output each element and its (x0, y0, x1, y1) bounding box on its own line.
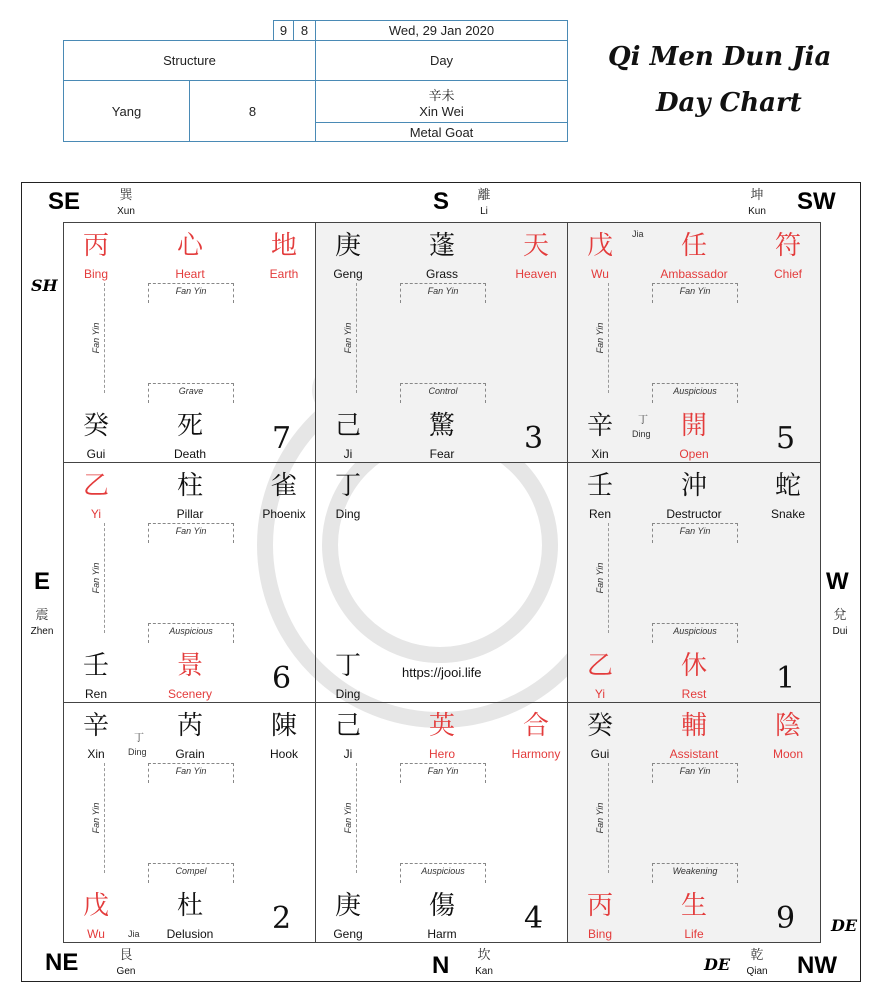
center-earth-stem: 丁 (334, 651, 361, 681)
side-tag: Fan Yin (595, 322, 605, 354)
trigram-zhen-pinyin: Zhen (30, 626, 54, 637)
heaven-stem: 辛 (82, 711, 109, 741)
palace-number: 7 (272, 421, 292, 456)
star-name: Heart (175, 267, 205, 281)
bottom-tag: Compel (148, 863, 234, 883)
side-divider (608, 523, 609, 633)
star-name: Pillar (176, 507, 204, 521)
jia-marker: Jia (632, 229, 644, 239)
earth-stem: 壬 (82, 651, 109, 681)
palace-number: 6 (272, 661, 292, 696)
heaven-stem: 壬 (586, 471, 613, 501)
heaven-stem-pinyin: Wu (591, 267, 609, 281)
heaven-stem-pinyin: Ji (343, 747, 353, 761)
deity-name: Snake (770, 507, 806, 521)
website-link: https://jooi.life (402, 665, 482, 680)
trigram-gen: 艮 (119, 948, 133, 963)
earth-stem: 癸 (82, 411, 109, 441)
trigram-kun-pinyin: Kun (748, 206, 766, 217)
hidden-stem-pinyin: Ding (632, 429, 651, 439)
side-divider (608, 763, 609, 873)
palace-number: 5 (776, 421, 796, 456)
marker-de-bottom: DE (704, 955, 731, 974)
star-name: Destructor (666, 507, 722, 521)
trigram-kan: 坎 (477, 948, 491, 963)
trigram-li: 離 (477, 188, 491, 203)
trigram-kan-pinyin: Kan (475, 966, 493, 977)
direction-n: N (432, 952, 450, 979)
star: 柱 (176, 471, 203, 501)
bottom-tag: Auspicious (148, 623, 234, 643)
star: 心 (176, 231, 203, 261)
side-divider (104, 283, 105, 393)
door: 死 (176, 411, 203, 441)
deity: 蛇 (774, 471, 801, 501)
palace-se (63, 222, 316, 463)
center-heaven-stem: 丁 (334, 471, 361, 501)
side-tag: Fan Yin (595, 562, 605, 594)
earth-stem: 庚 (334, 891, 361, 921)
header-num-b: 8 (293, 20, 316, 41)
side-tag: Fan Yin (595, 802, 605, 834)
star: 沖 (680, 471, 707, 501)
palace-center (315, 462, 568, 703)
heaven-stem: 癸 (586, 711, 613, 741)
door-name: Open (679, 447, 709, 461)
trigram-dui: 兌 (833, 608, 847, 623)
star-name: Grain (175, 747, 205, 761)
earth-stem: 乙 (586, 651, 613, 681)
deity: 符 (774, 231, 801, 261)
side-tag: Fan Yin (91, 802, 101, 834)
side-divider (608, 283, 609, 393)
direction-sw: SW (797, 188, 836, 215)
bottom-tag: Auspicious (652, 383, 738, 403)
hidden-stem-pinyin: Ding (128, 747, 147, 757)
earth-stem: 丙 (586, 891, 613, 921)
bottom-tag: Weakening (652, 863, 738, 883)
heaven-stem-pinyin: Xin (87, 747, 105, 761)
palace-number: 2 (272, 901, 292, 936)
structure-number: 8 (189, 80, 316, 142)
star: 蓬 (428, 231, 455, 261)
star-name: Hero (428, 747, 455, 761)
deity-name: Heaven (515, 267, 557, 281)
deity: 陰 (774, 711, 801, 741)
palace-ne (63, 702, 316, 943)
door: 開 (680, 411, 707, 441)
deity-name: Harmony (511, 747, 561, 761)
top-tag: Fan Yin (400, 283, 486, 303)
earth-stem: 辛 (586, 411, 613, 441)
palace-e (63, 462, 316, 703)
chart-title: Qi Men Dun Jia (608, 42, 832, 72)
heaven-stem: 己 (334, 711, 361, 741)
palace-w (567, 462, 821, 703)
deity: 天 (522, 231, 549, 261)
heaven-stem-pinyin: Yi (90, 507, 102, 521)
star: 芮 (176, 711, 203, 741)
star-name: Ambassador (660, 267, 728, 281)
direction-se: SE (48, 188, 81, 215)
star-name: Assistant (669, 747, 719, 761)
trigram-kun: 坤 (750, 188, 764, 203)
bottom-tag: Control (400, 383, 486, 403)
top-tag: Fan Yin (652, 283, 738, 303)
door-name: Delusion (166, 927, 214, 941)
earth-stem-pinyin: Ji (343, 447, 353, 461)
marker-sh: SH (31, 276, 58, 295)
deity: 陳 (270, 711, 297, 741)
pillar-pinyin: Xin Wei (419, 103, 464, 119)
side-divider (104, 523, 105, 633)
side-tag: Fan Yin (343, 322, 353, 354)
trigram-qian-pinyin: Qian (746, 966, 768, 977)
trigram-xun: 巽 (119, 188, 133, 203)
side-tag: Fan Yin (91, 322, 101, 354)
heaven-stem: 丙 (82, 231, 109, 261)
structure-label: Structure (63, 40, 316, 81)
door: 景 (176, 651, 203, 681)
marker-de-right: DE (831, 916, 858, 935)
heaven-stem: 庚 (334, 231, 361, 261)
trigram-xun-pinyin: Xun (117, 206, 135, 217)
deity: 合 (522, 711, 549, 741)
jia-marker: Jia (128, 929, 140, 939)
heaven-stem-pinyin: Ren (588, 507, 611, 521)
pillar-english: Metal Goat (315, 122, 568, 142)
deity-name: Hook (269, 747, 298, 761)
side-divider (356, 763, 357, 873)
door: 驚 (428, 411, 455, 441)
trigram-qian: 乾 (750, 948, 764, 963)
star: 英 (428, 711, 455, 741)
side-divider (356, 283, 357, 393)
top-tag: Fan Yin (652, 523, 738, 543)
palace-number: 9 (776, 901, 796, 936)
heaven-stem-pinyin: Gui (590, 747, 610, 761)
palace-nw (567, 702, 821, 943)
palace-sw (567, 222, 821, 463)
door-name: Scenery (167, 687, 213, 701)
side-tag: Fan Yin (343, 802, 353, 834)
heaven-stem-pinyin: Geng (333, 267, 363, 281)
side-divider (104, 763, 105, 873)
center-earth-stem-pinyin: Ding (335, 687, 361, 701)
pillar-cell (315, 80, 568, 123)
bottom-tag: Auspicious (652, 623, 738, 643)
earth-stem-pinyin: Xin (591, 447, 609, 461)
earth-stem-pinyin: Yi (594, 687, 606, 701)
deity: 地 (270, 231, 297, 261)
door: 杜 (176, 891, 203, 921)
star: 輔 (680, 711, 707, 741)
star-name: Grass (425, 267, 458, 281)
palace-s (315, 222, 568, 463)
side-tag: Fan Yin (91, 562, 101, 594)
direction-nw: NW (797, 952, 837, 979)
direction-w: W (826, 568, 849, 595)
direction-e: E (34, 568, 51, 595)
earth-stem-pinyin: Gui (86, 447, 106, 461)
door: 休 (680, 651, 707, 681)
trigram-dui-pinyin: Dui (832, 626, 848, 637)
earth-stem-pinyin: Geng (333, 927, 363, 941)
heaven-stem: 戊 (586, 231, 613, 261)
door: 傷 (428, 891, 455, 921)
door-name: Life (684, 927, 704, 941)
door-name: Fear (429, 447, 455, 461)
day-label: Day (315, 40, 568, 81)
hidden-stem: 丁 (638, 415, 648, 426)
bottom-tag: Auspicious (400, 863, 486, 883)
palace-number: 4 (524, 901, 544, 936)
top-tag: Fan Yin (148, 763, 234, 783)
hidden-stem: 丁 (134, 733, 144, 744)
door: 生 (680, 891, 707, 921)
yinyang-value: Yang (63, 80, 190, 142)
door-name: Rest (681, 687, 707, 701)
deity-name: Moon (772, 747, 804, 761)
trigram-li-pinyin: Li (480, 206, 488, 217)
trigram-zhen: 震 (35, 608, 49, 623)
door-name: Harm (427, 927, 457, 941)
top-tag: Fan Yin (148, 283, 234, 303)
deity-name: Earth (269, 267, 299, 281)
deity-name: Chief (773, 267, 802, 281)
door-name: Death (173, 447, 207, 461)
header-date: Wed, 29 Jan 2020 (315, 20, 568, 41)
deity-name: Phoenix (262, 507, 306, 521)
direction-ne: NE (45, 949, 79, 976)
palace-number: 3 (524, 421, 544, 456)
palace-number: 1 (776, 661, 796, 696)
header-num-a: 9 (273, 20, 294, 41)
earth-stem: 戊 (82, 891, 109, 921)
pillar-chinese: 辛未 (428, 88, 455, 104)
earth-stem: 己 (334, 411, 361, 441)
bottom-tag: Grave (148, 383, 234, 403)
heaven-stem-pinyin: Bing (83, 267, 109, 281)
top-tag: Fan Yin (652, 763, 738, 783)
center-heaven-stem-pinyin: Ding (335, 507, 361, 521)
palace-n (315, 702, 568, 943)
palace-grid (63, 222, 821, 943)
top-tag: Fan Yin (400, 763, 486, 783)
earth-stem-pinyin: Wu (87, 927, 105, 941)
heaven-stem: 乙 (82, 471, 109, 501)
earth-stem-pinyin: Ren (84, 687, 107, 701)
top-tag: Fan Yin (148, 523, 234, 543)
trigram-gen-pinyin: Gen (116, 966, 136, 977)
chart-subtitle: Day Chart (656, 88, 802, 118)
direction-s: S (433, 188, 450, 215)
earth-stem-pinyin: Bing (587, 927, 613, 941)
star: 任 (680, 231, 707, 261)
deity: 雀 (270, 471, 297, 501)
